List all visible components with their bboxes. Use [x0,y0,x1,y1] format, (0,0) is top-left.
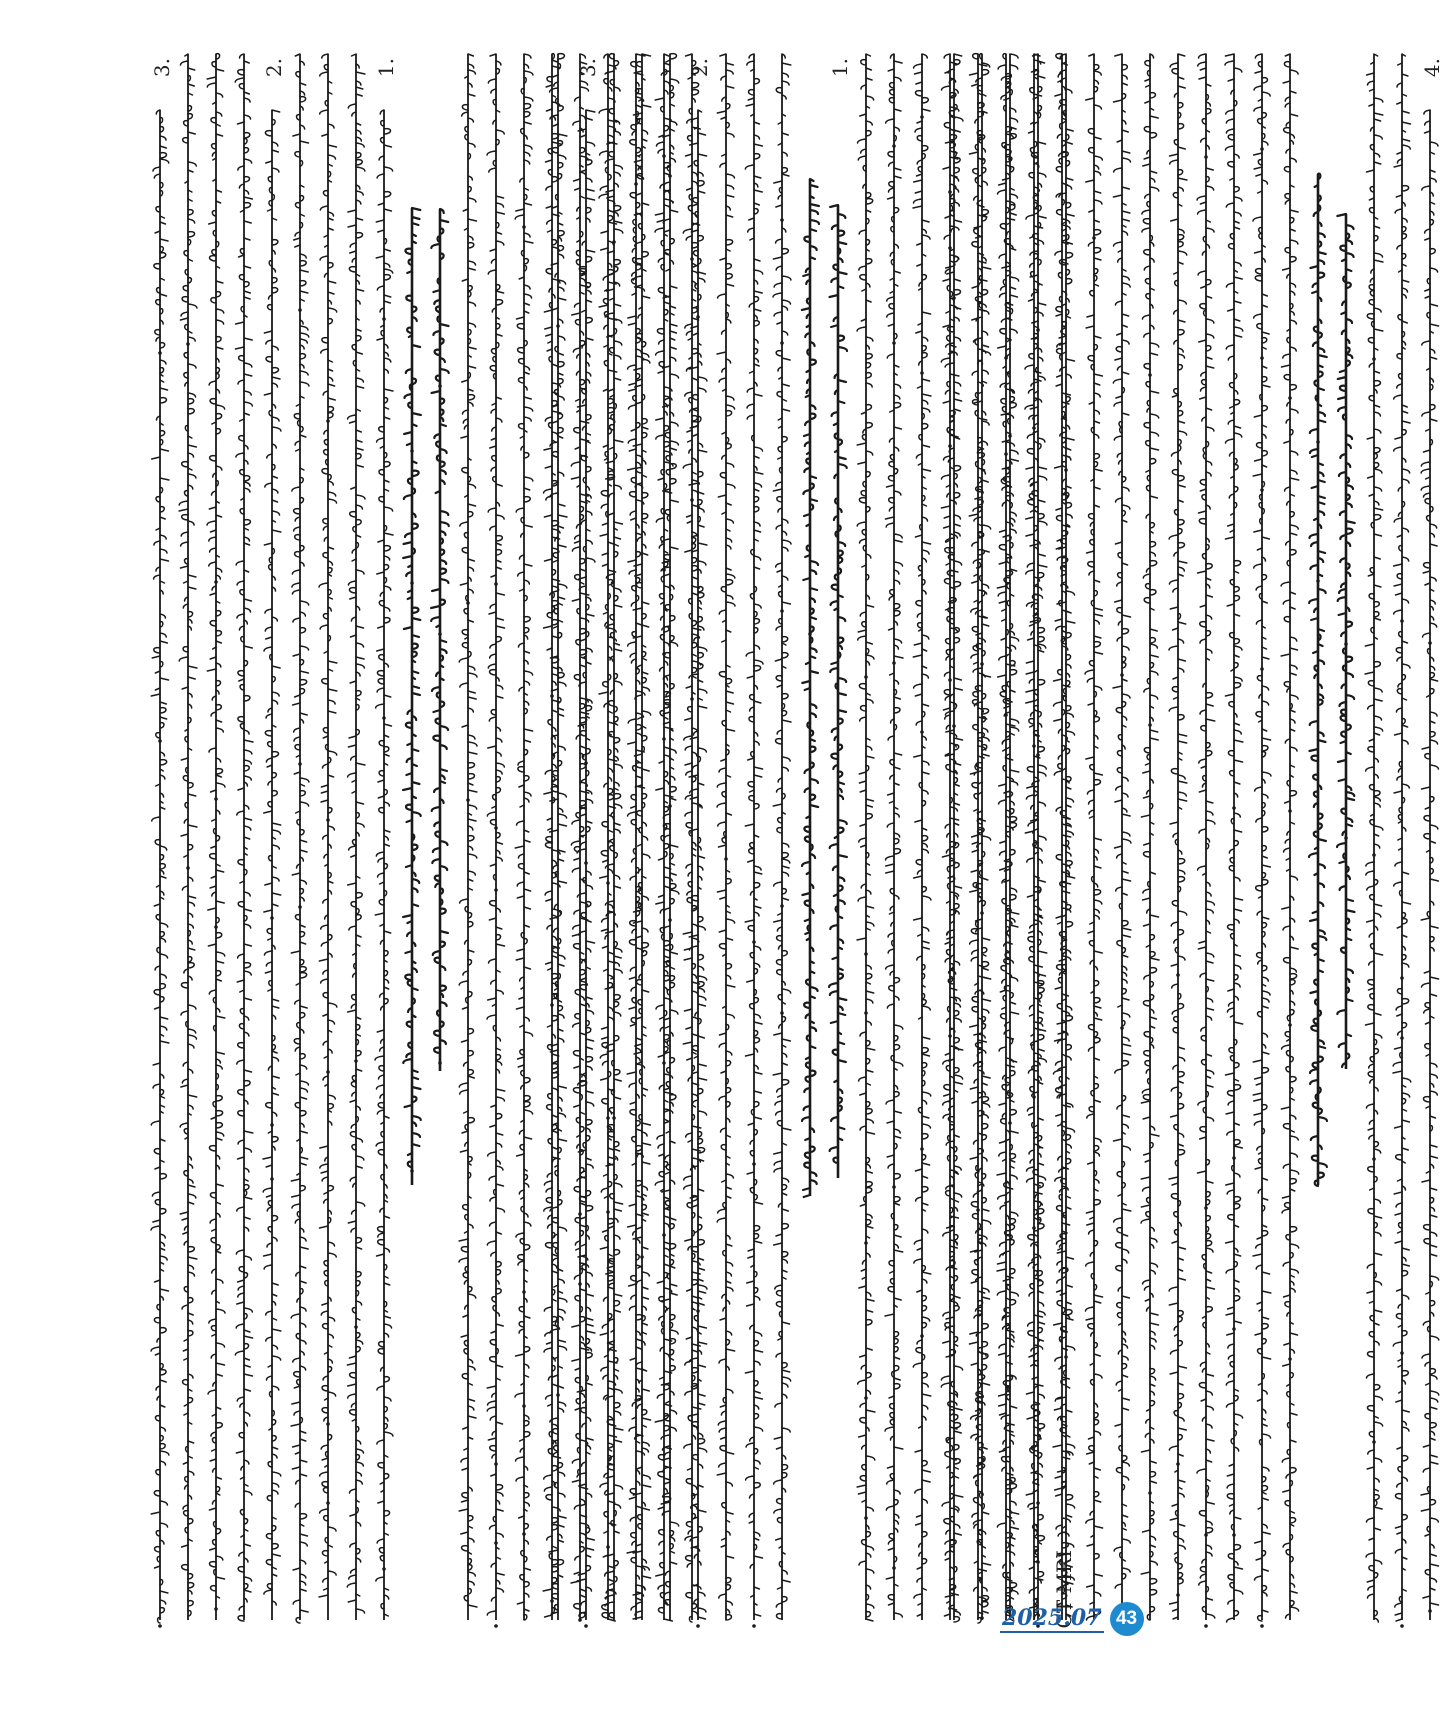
text-line [234,40,262,1630]
page-footer [1000,1602,1144,1636]
mongolian-script-line [1308,40,1328,1630]
mongolian-script-line [1420,40,1440,1630]
mongolian-script-line [374,40,394,1630]
text-line [856,40,884,1630]
text-line [1336,40,1364,1630]
mongolian-script-line [1364,40,1384,1630]
mongolian-script-line [972,40,992,1630]
text-line [800,40,828,1630]
mongolian-script-line [1224,40,1244,1630]
mongolian-script-line [1336,40,1356,1630]
text-line [660,40,688,1630]
mongolian-script-line [660,40,680,1630]
mongolian-script-line [1000,40,1020,1630]
text-line [972,40,1000,1630]
mongolian-script-line [290,40,310,1630]
text-line [1112,40,1140,1630]
list-number: 1. [374,58,398,78]
mongolian-script-line [912,40,932,1630]
mongolian-script-line [944,40,964,1630]
text-line [1168,40,1196,1630]
text-line [744,40,772,1630]
mongolian-script-line [632,40,652,1630]
mongolian-script-line [178,40,198,1630]
mongolian-script-line [772,40,792,1630]
mongolian-script-line [262,40,282,1630]
mongolian-script-line [1084,40,1104,1630]
mongolian-script-line [548,40,568,1630]
issue-label: 2025.07 [1002,1605,1102,1631]
text-line [290,40,318,1630]
mongolian-script-line [1252,40,1272,1630]
mongolian-script-line [1196,40,1216,1630]
inline-latin-text: CT MRI [1052,1550,1076,1629]
list-number: 3. [150,58,174,78]
mongolian-script-line [828,40,848,1630]
mongolian-script-line [1112,40,1132,1630]
list-number: 2. [688,58,712,78]
text-line [346,40,374,1630]
mongolian-script-line [1140,40,1160,1630]
text-line [374,40,402,1630]
text-column-right [944,40,1448,1630]
text-line [944,40,972,1630]
text-line [458,40,486,1630]
text-line [1000,40,1028,1630]
mongolian-script-line [604,40,624,1630]
text-line [688,40,716,1630]
mongolian-script-line [318,40,338,1630]
list-number: 2. [262,58,286,78]
text-line [604,40,632,1630]
text-line [884,40,912,1630]
text-line [576,40,604,1630]
text-line [548,40,576,1630]
text-line [318,40,346,1630]
mongolian-script-line [206,40,226,1630]
text-line [262,40,290,1630]
mongolian-script-line [402,40,422,1630]
mongolian-script-line [1056,40,1076,1630]
list-number: 3. [576,58,600,78]
mongolian-script-line [1392,40,1412,1630]
mongolian-script-line [486,40,506,1630]
mongolian-script-line [1280,40,1300,1630]
page-number-badge: 43 [1110,1602,1144,1636]
mongolian-script-line [514,40,534,1630]
text-line [1084,40,1112,1630]
text-line [1140,40,1168,1630]
mongolian-script-line [346,40,366,1630]
text-line [828,40,856,1630]
mongolian-script-line [1028,40,1048,1630]
text-line [150,40,178,1630]
text-line [772,40,800,1630]
mongolian-script-line [800,40,820,1630]
mongolian-script-line [1168,40,1188,1630]
text-line [430,40,458,1630]
text-line [1224,40,1252,1630]
text-line [206,40,234,1630]
text-line [486,40,514,1630]
text-line [1028,40,1056,1630]
text-line [912,40,940,1630]
text-line [1308,40,1336,1630]
list-number: 4. [1420,58,1444,78]
text-line [1364,40,1392,1630]
mongolian-script-line [430,40,450,1630]
mongolian-script-line [576,40,596,1630]
text-line [1392,40,1420,1630]
text-line [716,40,744,1630]
text-line [632,40,660,1630]
mongolian-script-line [234,40,254,1630]
mongolian-script-line [150,40,170,1630]
text-line [1056,40,1084,1630]
text-line [1280,40,1308,1630]
text-line [1420,40,1448,1630]
mongolian-script-line [688,40,708,1630]
text-line [1196,40,1224,1630]
list-number: 1. [828,58,852,78]
mongolian-script-line [884,40,904,1630]
mongolian-script-line [856,40,876,1630]
text-line [178,40,206,1630]
text-line [1252,40,1280,1630]
mongolian-script-line [744,40,764,1630]
mongolian-script-line [458,40,478,1630]
text-line [514,40,542,1630]
mongolian-script-line [716,40,736,1630]
text-line [402,40,430,1630]
